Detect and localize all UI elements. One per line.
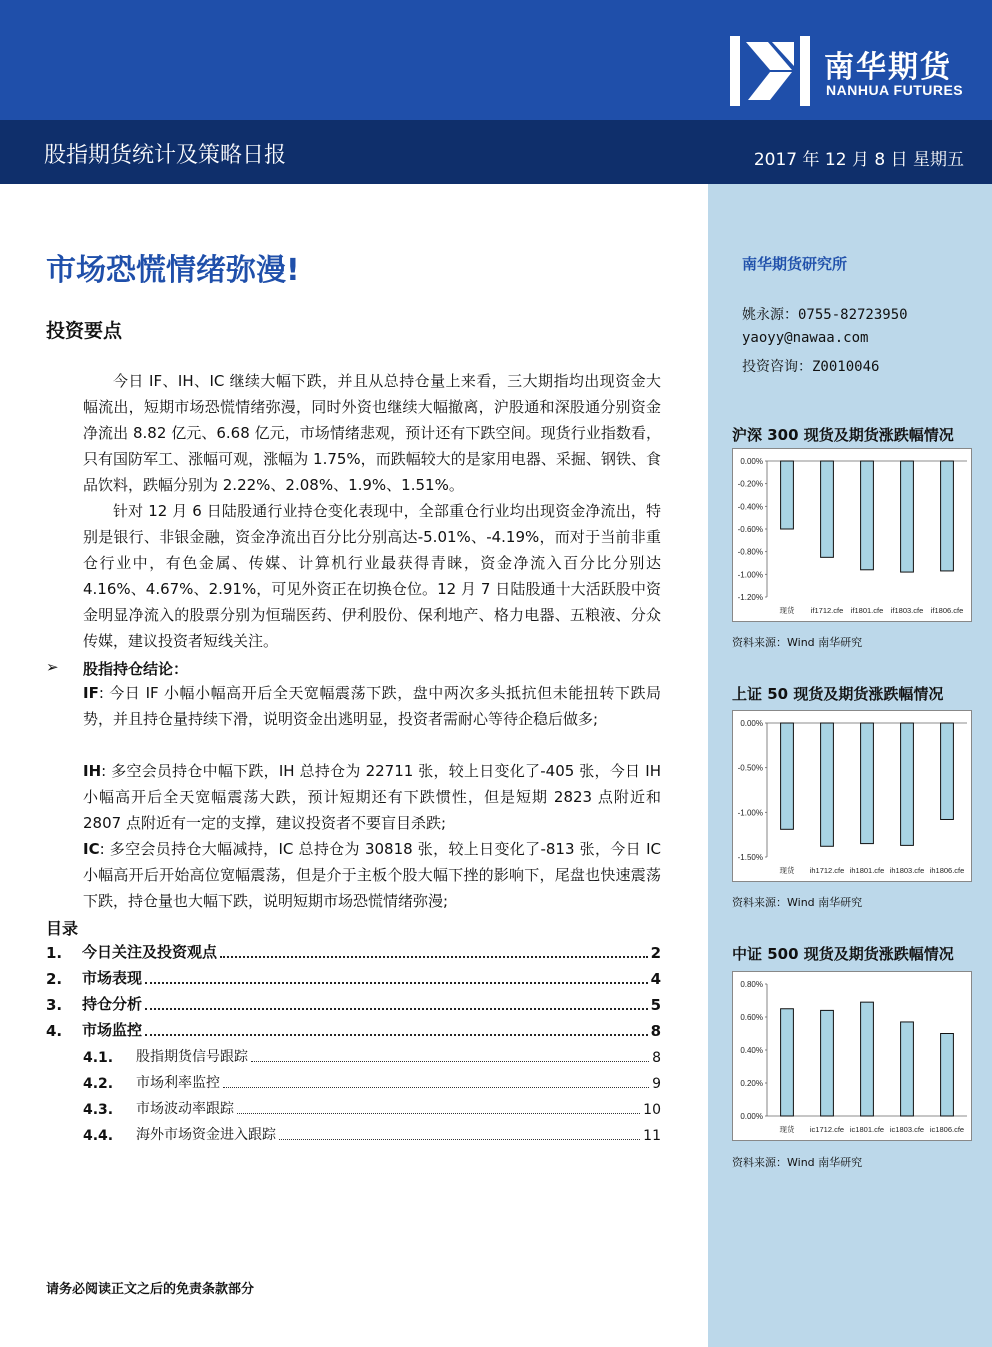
bar [781, 1009, 794, 1116]
x-tick-label: ic1712.cfe [809, 1125, 845, 1134]
toc-leader [223, 1087, 649, 1088]
x-tick-label: if1712.cfe [810, 606, 844, 615]
chart-title-hs300: 沪深 300 现货及期货涨跌幅情况 [732, 426, 954, 444]
y-tick-label: -1.20% [737, 593, 763, 602]
paragraph-1: 今日 IF、IH、IC 继续大幅下跌，并且从总持仓量上来看，三大期指均出现资金大幅流出，短期市场恐慌情绪弥漫，同时外资也继续大幅撤离，沪股通和深股通分别资金净流出 8.82 亿元、6.68 亿元，市场情绪悲观，预计还有下跌空间。现货行业指数看，只有国防军工、涨幅可观，涨幅为 1.75%，而跌幅较大的是家用电器、采掘、钢铁、食品饮料，跌幅分别为 2.22%、2.08%、1.9%、1.51%。 [83, 372, 661, 494]
x-tick-label: 现货 [779, 606, 795, 615]
toc-title: 目录 [46, 919, 79, 938]
y-tick-label: -1.00% [737, 570, 763, 580]
toc-leader [145, 1034, 648, 1036]
conclusion-label: IF [83, 684, 99, 702]
bar [941, 461, 954, 571]
y-tick-label: 0.40% [740, 1046, 763, 1055]
toc-label: 海外市场资金进入跟踪 [136, 1127, 276, 1143]
x-tick-label: if1803.cfe [890, 606, 924, 615]
section-title: 投资要点 [46, 320, 123, 342]
conclusion-label: IH [83, 762, 102, 780]
bar [861, 723, 874, 844]
bullet-arrow-icon: ➢ [46, 658, 59, 676]
chart-source: 资料来源：Wind 南华研究 [732, 896, 863, 909]
chart-source: 资料来源：Wind 南华研究 [732, 1156, 863, 1169]
y-tick-label: 0.00% [740, 719, 763, 728]
y-tick-label: 0.80% [740, 980, 763, 989]
toc-page: 11 [643, 1128, 661, 1144]
chart-zz500 [732, 971, 972, 1141]
y-tick-label: -0.40% [737, 502, 763, 512]
analyst-contact: 姚永源：0755-82723950 [742, 307, 908, 323]
conclusion-text: : 多空会员持仓大幅减持，IC 总持仓为 30818 张，较上日变化了-813 张，今日 IC 小幅高开后开始高位宽幅震荡，但是介于主板个股大幅下挫的影响下，尾盘也快速震荡下跌，持仓量也大幅下跌，说明短期市场恐慌情绪弥漫; [83, 840, 661, 910]
paragraph-2: 针对 12 月 6 日陆股通行业持仓变化表现中，全部重仓行业均出现资金净流出，特别是银行、非银金融，资金净流出百分比分别高达-5.01%、-4.19%，而对于当前非重仓行业中，有色金属、传媒、计算机行业最获得青睐，资金净流入百分比分别达 4.16%、4.67%、2.91%，可见外资正在切换仓位。12 月 7 日陆股通十大活跃股中资金明显净流入的股票分别为恒瑞医药、伊利股份、保利地产、格力电器、五粮液、分众传媒，建议投资者短线关注。 [83, 502, 661, 650]
y-tick-label: -0.80% [737, 547, 763, 557]
toc-item[interactable] [46, 992, 661, 1014]
conclusion-ic [83, 836, 661, 914]
y-tick-label: 0.00% [740, 1112, 763, 1121]
toc-item[interactable] [46, 1018, 661, 1040]
bar [821, 461, 834, 557]
headline: 市场恐慌情绪弥漫! [46, 253, 300, 288]
toc-page: 4 [650, 970, 661, 988]
toc-label: 股指期货信号跟踪 [136, 1049, 248, 1065]
toc-number: 4.3. [83, 1102, 114, 1118]
toc-number: 4. [46, 1022, 63, 1040]
bar [861, 461, 874, 570]
bar [901, 1022, 914, 1116]
conclusion-text: : 今日 IF 小幅小幅高开后全天宽幅震荡下跌，盘中两次多头抵抗但未能扭转下跌局势，并且持仓量持续下滑，说明资金出逃明显，投资者需耐心等待企稳后做多; [83, 684, 661, 728]
y-tick-label: -1.00% [737, 808, 763, 818]
toc-page: 5 [650, 996, 661, 1014]
bar [941, 723, 954, 819]
logo-en-text: NANHUA FUTURES [826, 82, 964, 98]
toc-label: 市场利率监控 [136, 1075, 220, 1091]
toc-leader [145, 982, 648, 984]
toc-label: 市场监控 [82, 1021, 143, 1039]
x-tick-label: ih1803.cfe [889, 866, 925, 875]
analyst-email: yaoyy@nawaa.com [742, 330, 869, 346]
bar [821, 1010, 834, 1116]
y-tick-label: 0.60% [740, 1013, 763, 1022]
toc-item[interactable] [46, 940, 661, 962]
toc-subitem[interactable] [83, 1096, 661, 1118]
y-tick-label: -0.60% [737, 525, 763, 534]
conclusion-if [83, 680, 661, 732]
toc-label: 市场表现 [82, 969, 143, 987]
bar [861, 1002, 874, 1116]
toc-leader [145, 1008, 648, 1010]
x-tick-label: ic1801.cfe [849, 1125, 885, 1134]
x-tick-label: ih1712.cfe [809, 866, 845, 875]
toc-subitem[interactable] [83, 1070, 661, 1092]
toc-label: 今日关注及投资观点 [82, 943, 218, 961]
bar [941, 1034, 954, 1117]
x-tick-label: if1806.cfe [930, 606, 964, 615]
toc-number: 3. [46, 996, 63, 1014]
bar [821, 723, 834, 846]
toc-label: 市场波动率跟踪 [136, 1101, 234, 1117]
toc-subitem[interactable] [83, 1044, 661, 1066]
y-tick-label: 0.20% [740, 1079, 763, 1088]
chart-title-zz500: 中证 500 现货及期货涨跌幅情况 [732, 945, 954, 963]
conclusion-label: IC [83, 840, 100, 858]
toc-page: 8 [650, 1022, 661, 1040]
conclusion-text: : 多空会员持仓中幅下跌，IH 总持仓为 22711 张，较上日变化了-405 张，今日 IH 小幅高开后全天宽幅震荡大跌，预计短期还有下跌惯性，但是短期 2823 点附近和 2807 点附近有一定的支撑，建议投资者不要盲目杀跌; [83, 762, 661, 832]
toc-number: 1. [46, 944, 63, 962]
license-number: 投资咨询：Z0010046 [742, 359, 880, 375]
company-logo [728, 34, 978, 108]
y-tick-label: 0.00% [740, 457, 763, 466]
toc-page: 9 [652, 1076, 661, 1092]
bar [781, 461, 794, 529]
conclusion-ih [83, 758, 661, 836]
x-tick-label: if1801.cfe [850, 606, 884, 615]
bar [781, 723, 794, 829]
toc-leader [279, 1139, 640, 1140]
logo-cn-text: 南华期货 [824, 50, 952, 85]
toc-page: 8 [652, 1050, 661, 1066]
conclusion-title: 股指持仓结论： [83, 660, 189, 678]
x-tick-label: ih1801.cfe [849, 866, 885, 875]
research-org: 南华期货研究所 [742, 255, 848, 273]
toc-page: 2 [650, 944, 661, 962]
toc-subitem[interactable] [83, 1122, 661, 1144]
x-tick-label: 现货 [779, 1125, 795, 1134]
toc-number: 2. [46, 970, 63, 988]
toc-number: 4.4. [83, 1128, 114, 1144]
report-date: 2017 年 12 月 8 日 星期五 [753, 150, 964, 170]
y-tick-label: -0.20% [737, 479, 763, 489]
disclaimer-note: 请务必阅读正文之后的免责条款部分 [46, 1282, 255, 1297]
x-tick-label: 现货 [779, 866, 795, 875]
toc-leader [237, 1113, 640, 1114]
toc-label: 持仓分析 [82, 995, 143, 1013]
bar [901, 461, 914, 572]
toc-item[interactable] [46, 966, 661, 988]
x-tick-label: ic1806.cfe [929, 1125, 965, 1134]
x-tick-label: ic1803.cfe [889, 1125, 925, 1134]
toc-leader [251, 1061, 649, 1062]
y-tick-label: -1.50% [737, 853, 763, 862]
nanhua-logo-icon [728, 34, 812, 108]
toc-page: 10 [643, 1102, 661, 1118]
toc-number: 4.1. [83, 1050, 114, 1066]
chart-hs300 [732, 448, 972, 622]
chart-sz50 [732, 710, 972, 882]
toc-leader [220, 956, 648, 958]
bar [901, 723, 914, 845]
chart-title-sz50: 上证 50 现货及期货涨跌幅情况 [732, 685, 944, 703]
chart-source: 资料来源：Wind 南华研究 [732, 636, 863, 649]
y-tick-label: -0.50% [737, 763, 763, 773]
toc-number: 4.2. [83, 1076, 114, 1092]
report-title: 股指期货统计及策略日报 [44, 143, 287, 168]
x-tick-label: ih1806.cfe [929, 866, 965, 875]
